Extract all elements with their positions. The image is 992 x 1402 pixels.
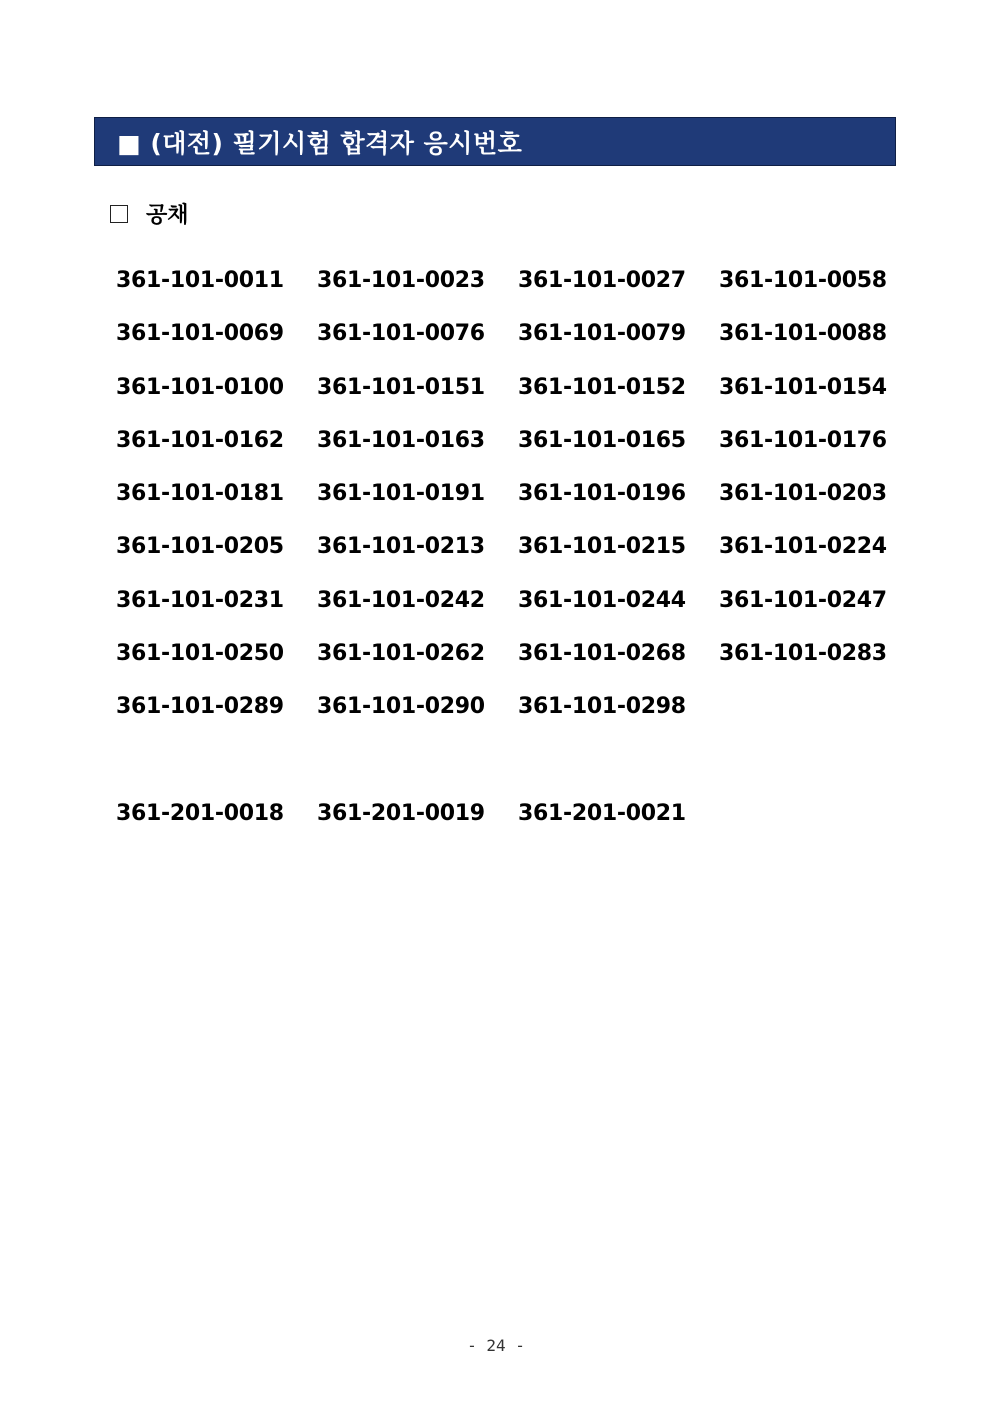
exam-number: 361-101-0283: [719, 641, 887, 667]
exam-number: 361-101-0011: [116, 268, 284, 293]
exam-number: 361-101-0213: [317, 534, 485, 560]
exam-number: 361-101-0262: [317, 641, 485, 667]
exam-number: 361-201-0021: [518, 801, 686, 826]
exam-number: 361-101-0152: [518, 374, 686, 400]
exam-number: 361-101-0191: [317, 481, 485, 507]
exam-number: 361-101-0069: [116, 321, 284, 347]
exam-number: 361-101-0231: [116, 587, 284, 613]
exam-number: 361-101-0027: [518, 268, 686, 293]
exam-number: 361-101-0289: [116, 694, 284, 720]
exam-number: 361-101-0100: [116, 374, 284, 400]
exam-number: 361-101-0247: [719, 587, 887, 613]
exam-number: 361-101-0215: [518, 534, 686, 560]
exam-number: 361-101-0242: [317, 587, 485, 613]
section-label: 공채: [146, 203, 189, 228]
page-title: ■ (대전) 필기시험 합격자 응시번호: [117, 128, 523, 158]
exam-number-list-201: [116, 795, 920, 848]
exam-number-list-101: [116, 262, 920, 742]
exam-number: 361-101-0023: [317, 268, 485, 293]
exam-number: 361-101-0176: [719, 427, 887, 453]
exam-number: 361-101-0163: [317, 427, 485, 453]
exam-number: 361-101-0224: [719, 534, 887, 560]
exam-number: 361-101-0244: [518, 587, 686, 613]
exam-number: 361-101-0181: [116, 481, 284, 507]
exam-number: 361-101-0203: [719, 481, 887, 507]
exam-number: 361-101-0151: [317, 374, 485, 400]
exam-number: 361-101-0076: [317, 321, 485, 347]
exam-number: 361-101-0079: [518, 321, 686, 347]
exam-number: 361-101-0196: [518, 481, 686, 507]
exam-number: 361-101-0154: [719, 374, 887, 400]
exam-number: 361-101-0165: [518, 427, 686, 453]
title-bar: [94, 117, 896, 166]
page-number: - 24 -: [467, 1336, 525, 1355]
exam-number: 361-101-0268: [518, 641, 686, 667]
exam-number: 361-101-0088: [719, 321, 887, 347]
exam-number: 361-101-0250: [116, 641, 284, 667]
exam-number: 361-101-0290: [317, 694, 485, 720]
exam-number: 361-201-0018: [116, 801, 284, 826]
exam-number: 361-101-0298: [518, 694, 686, 720]
exam-number: 361-101-0058: [719, 268, 887, 293]
section-heading: [110, 198, 189, 229]
exam-number: 361-101-0162: [116, 427, 284, 453]
empty-square-icon: [110, 205, 128, 223]
exam-number: 361-101-0205: [116, 534, 284, 560]
exam-number: 361-201-0019: [317, 801, 485, 826]
